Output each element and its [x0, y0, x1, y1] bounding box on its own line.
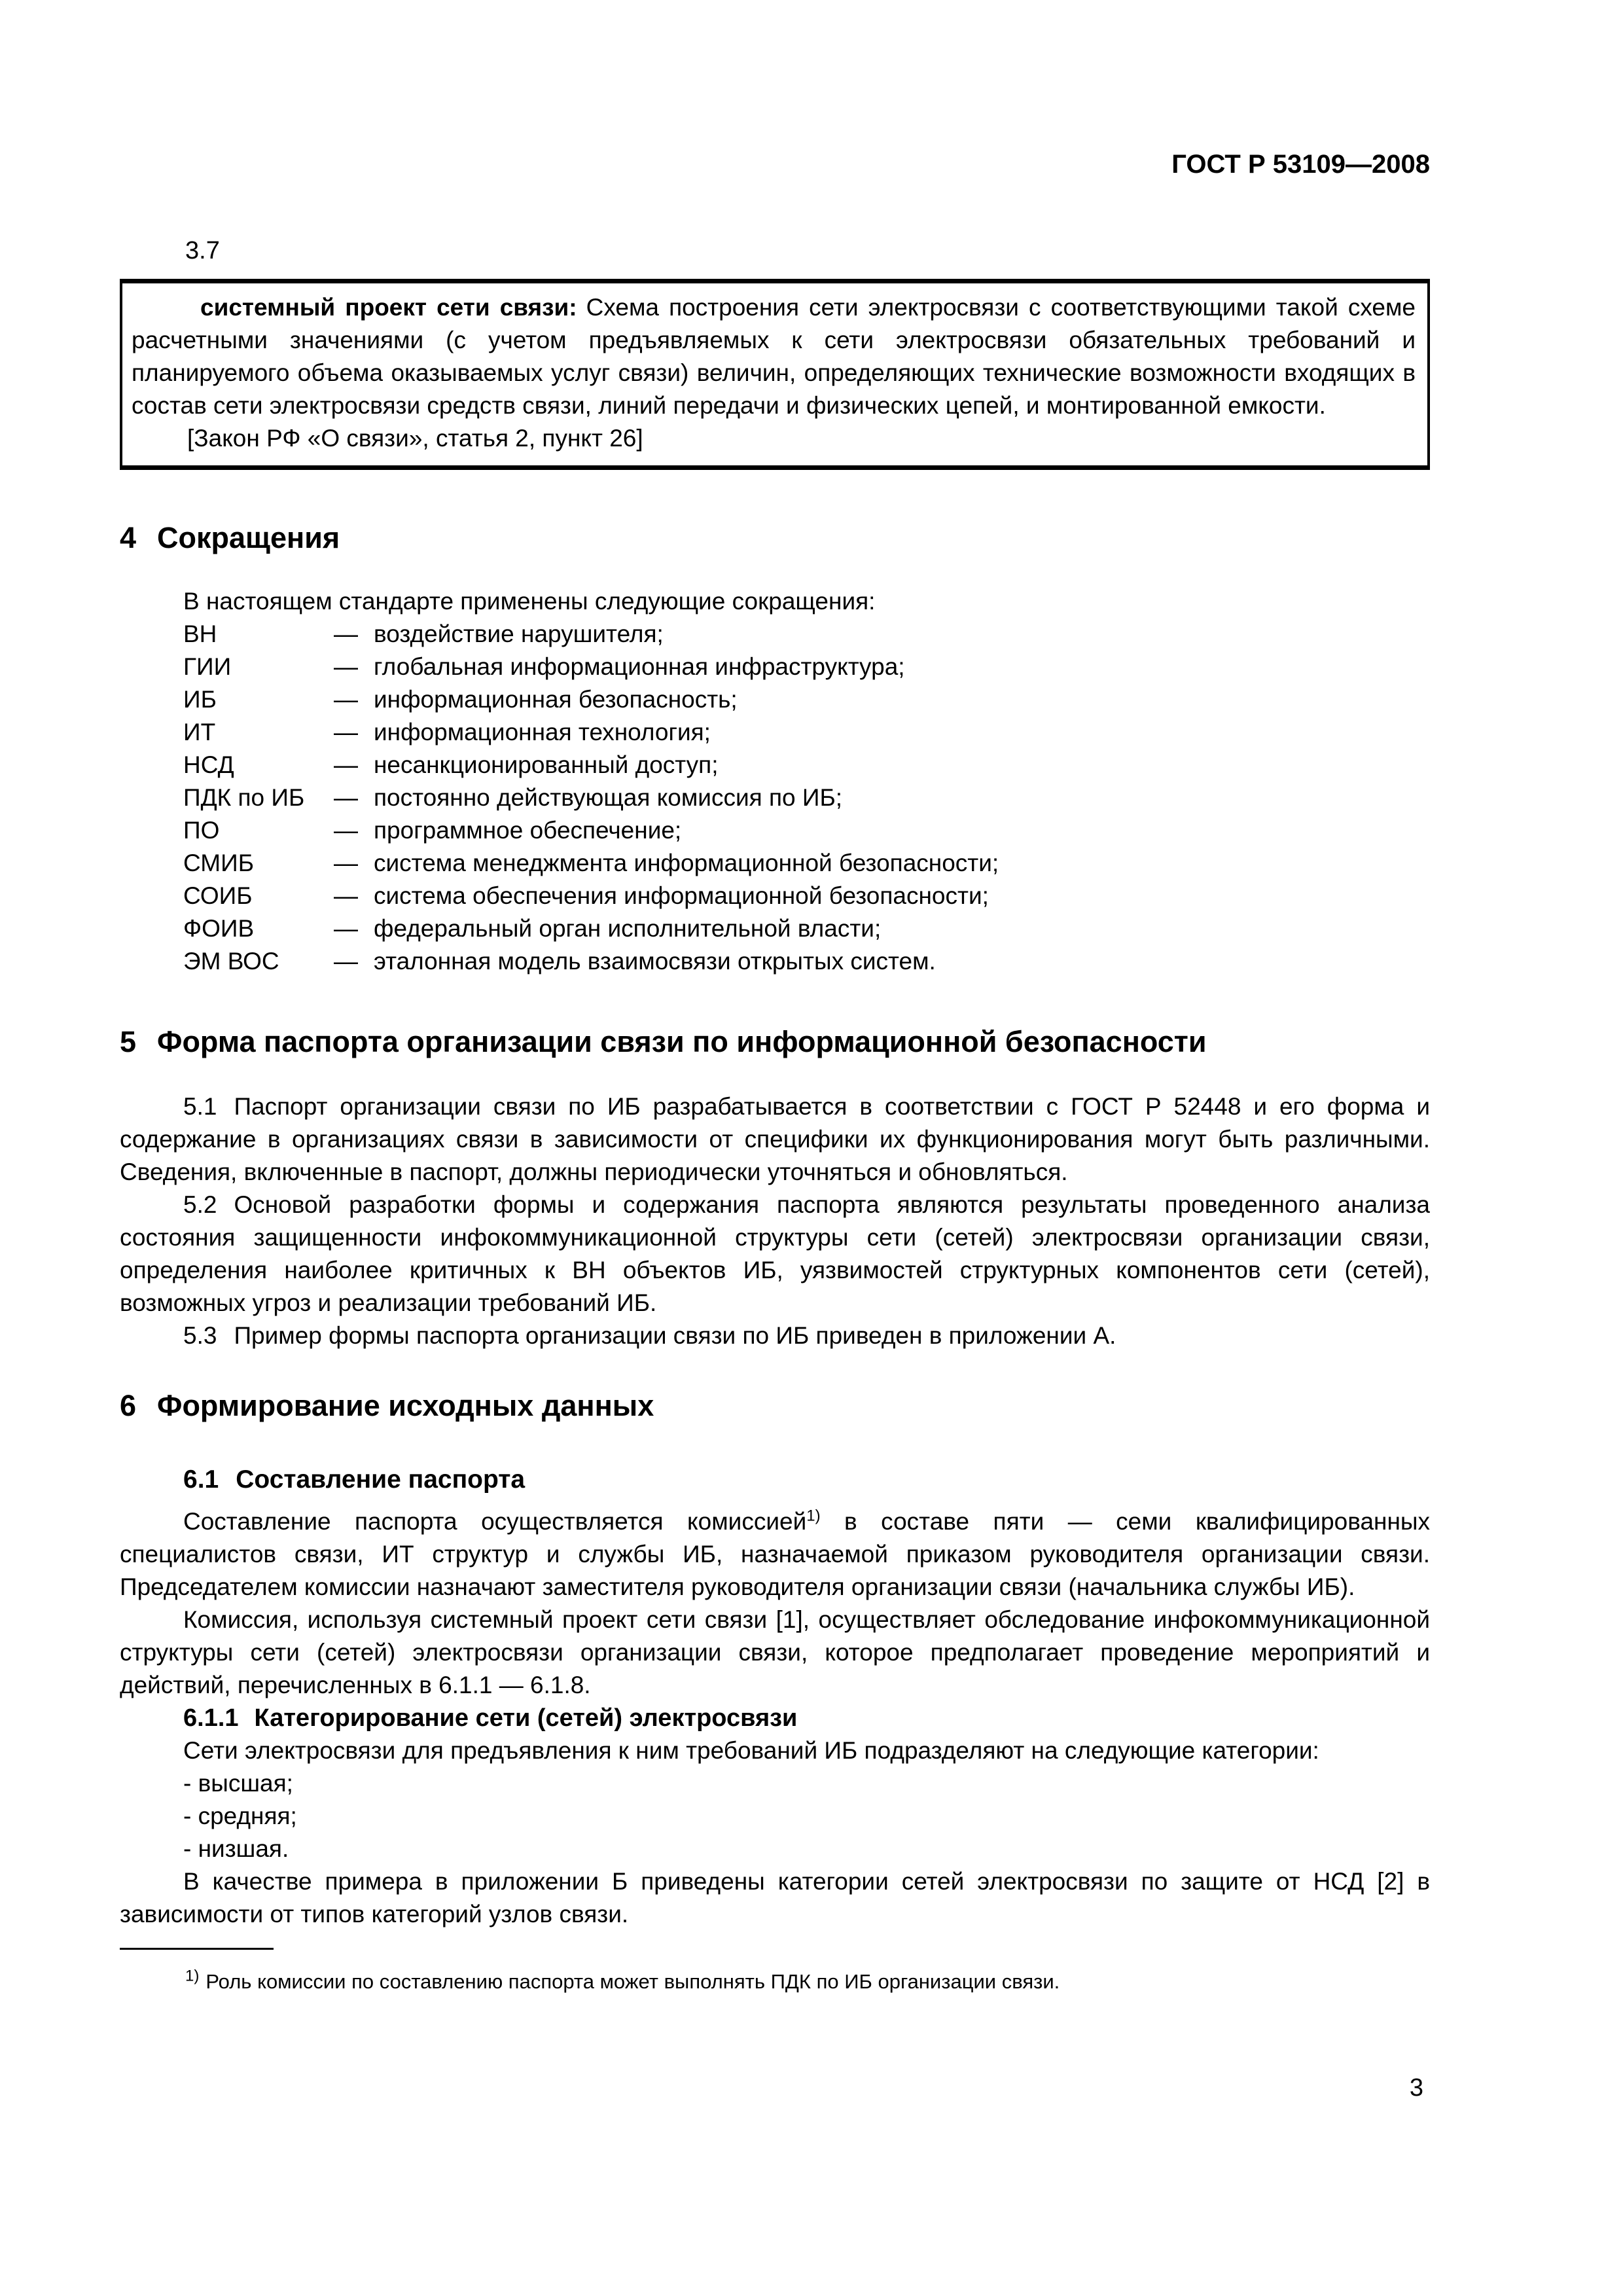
- abbr-definition: воздействие нарушителя;: [374, 620, 664, 647]
- list-item: [183, 683, 1430, 716]
- abbreviations-intro: В настоящем стандарте применены следующие сокращения:: [183, 588, 876, 615]
- section-4-number: 4: [120, 521, 137, 554]
- dash-glyph: —: [334, 850, 358, 876]
- dash-glyph: —: [334, 784, 358, 811]
- paragraph-5-3: [120, 1319, 1430, 1352]
- list-item: [183, 651, 1430, 683]
- footnote-marker: 1): [185, 1967, 200, 1985]
- abbr-term: ВН: [183, 620, 217, 647]
- abbr-term: ПО: [183, 817, 220, 844]
- abbr-definition: программное обеспечение;: [374, 817, 682, 844]
- section-6-1-1-heading: [120, 1702, 1430, 1734]
- section-5-number: 5: [120, 1025, 137, 1058]
- list-item: [183, 814, 1430, 847]
- abbr-definition: система менеджмента информационной безопасности;: [374, 850, 999, 876]
- section-6-1-title: Составление паспорта: [236, 1465, 526, 1494]
- dash-glyph: —: [334, 719, 358, 745]
- standard-code-header: ГОСТ Р 53109—2008: [1171, 150, 1430, 179]
- abbr-term: ИБ: [183, 686, 217, 713]
- list-item: [183, 749, 1430, 781]
- section-5-title: Форма паспорта организации связи по информационной безопасности: [157, 1025, 1207, 1058]
- abbr-definition: постоянно действующая комиссия по ИБ;: [374, 784, 843, 811]
- abbr-definition: информационная безопасность;: [374, 686, 738, 713]
- dash-glyph: —: [334, 882, 358, 909]
- definition-term: системный проект сети связи:: [200, 294, 577, 321]
- list-item: [183, 618, 1430, 651]
- paragraph-6-1-1-intro: Сети электросвязи для предъявления к ним требований ИБ подразделяют на следующие категории:: [183, 1737, 1319, 1764]
- list-item-category-high: - высшая;: [183, 1770, 293, 1797]
- definition-paragraph: [132, 291, 1416, 422]
- page-number: 3: [1409, 2074, 1423, 2102]
- paragraph-number: 5.3: [183, 1322, 217, 1349]
- list-item: [183, 716, 1430, 749]
- section-6-title: Формирование исходных данных: [157, 1389, 654, 1422]
- dash-glyph: —: [334, 817, 358, 844]
- definition-source: [Закон РФ «О связи», статья 2, пункт 26]: [187, 425, 643, 452]
- paragraph-text: Составление паспорта осуществляется комиссией: [183, 1508, 807, 1535]
- paragraph-number: 5.1: [183, 1093, 217, 1120]
- paragraph-6-1-commission: Комиссия, используя системный проект сети связи [1], осуществляет обследование инфокоммуникационной структуры сети (сетей) электросвязи организации связи, которое предполагает проведение мероприятий и действий, перечисленных в 6.1.1 — 6.1.8.: [120, 1606, 1430, 1698]
- section-6-1-1-number: 6.1.1: [183, 1704, 239, 1732]
- abbr-term: ГИИ: [183, 653, 232, 680]
- abbr-term: СОИБ: [183, 882, 253, 909]
- footnote-body: Роль комиссии по составлению паспорта может выполнять ПДК по ИБ организации связи.: [205, 1970, 1060, 1993]
- paragraph-text: Основой разработки формы и содержания паспорта являются результаты проведенного анализа состояния защищенности инфокоммуникационной структуры сети (сетей) электросвязи организации связи, определения наиболее критичных к ВН объектов ИБ, уязвимостей структурных компонентов сети (сетей), возможных угроз и реализации требований ИБ.: [120, 1191, 1430, 1316]
- list-item: [183, 847, 1430, 880]
- dash-glyph: —: [334, 686, 358, 713]
- paragraph-5-2: [120, 1189, 1430, 1319]
- section-5-heading: [120, 1025, 1430, 1059]
- section-6-1-heading: [120, 1463, 1430, 1496]
- section-6-1-number: 6.1: [183, 1465, 219, 1494]
- paragraph-text: Паспорт организации связи по ИБ разрабатывается в соответствии с ГОСТ Р 52448 и его форма и содержание в организациях связи в зависимости от специфики их функционирования могут быть различными. Сведения, включенные в паспорт, должны периодически уточняться и обновляться.: [120, 1093, 1430, 1185]
- list-item-category-low: - низшая.: [183, 1835, 289, 1862]
- abbr-definition: глобальная информационная инфраструктура;: [374, 653, 905, 680]
- section-4-heading: [120, 521, 1430, 555]
- abbr-term: ПДК по ИБ: [183, 784, 305, 811]
- footnote-separator: [120, 1948, 274, 1950]
- abbr-definition: система обеспечения информационной безопасности;: [374, 882, 989, 909]
- abbr-term: НСД: [183, 751, 234, 778]
- dash-glyph: —: [334, 948, 358, 975]
- abbr-term: ФОИВ: [183, 915, 255, 942]
- dash-glyph: —: [334, 653, 358, 680]
- list-item: [183, 945, 1430, 978]
- paragraph-6-1-1-example: В качестве примера в приложении Б приведены категории сетей электросвязи по защите от НСД [2] в зависимости от типов категорий узлов связи.: [120, 1868, 1430, 1928]
- abbreviations-list: [183, 618, 1430, 978]
- section-4-title: Сокращения: [157, 521, 340, 554]
- abbr-definition: несанкционированный доступ;: [374, 751, 719, 778]
- list-item: [183, 880, 1430, 912]
- list-item: [183, 912, 1430, 945]
- abbr-definition: федеральный орган исполнительной власти;: [374, 915, 882, 942]
- dash-glyph: —: [334, 620, 358, 647]
- definition-body: Схема построения сети электросвязи с соответствующими такой схеме расчетными значениями (с учетом предъявляемых к сети электросвязи обязательных требований и планируемого объема оказываемых услуг связи) величин, определяющих технические возможности входящих в состав сети электросвязи средств связи, линий передачи и физических цепей, и монтированной емкости.: [132, 294, 1416, 419]
- abbr-term: ИТ: [183, 719, 216, 745]
- paragraph-6-1-composition: [120, 1505, 1430, 1604]
- paragraph-text: Пример формы паспорта организации связи по ИБ приведен в приложении А.: [234, 1322, 1116, 1349]
- list-item-category-medium: - средняя;: [183, 1803, 297, 1829]
- footnote: [120, 1968, 1430, 1996]
- abbr-definition: информационная технология;: [374, 719, 711, 745]
- abbr-term: ЭМ ВОС: [183, 948, 279, 975]
- clause-ref: 3.7: [185, 237, 220, 264]
- list-item: [183, 781, 1430, 814]
- definition-box: [120, 279, 1430, 470]
- dash-glyph: —: [334, 751, 358, 778]
- paragraph-5-1: [120, 1090, 1430, 1189]
- footnote-marker: 1): [806, 1507, 821, 1525]
- section-6-heading: [120, 1389, 1430, 1423]
- abbr-term: СМИБ: [183, 850, 255, 876]
- paragraph-number: 5.2: [183, 1191, 217, 1218]
- section-6-number: 6: [120, 1389, 137, 1422]
- section-6-1-1-title: Категорирование сети (сетей) электросвязи: [254, 1704, 798, 1732]
- paragraph-text: в составе пяти — семи квалифицированных специалистов связи, ИТ структур и службы ИБ, назначаемой приказом руководителя организации связи. Председателем комиссии назначают заместителя руководителя организации связи (начальника службы ИБ).: [120, 1508, 1430, 1600]
- dash-glyph: —: [334, 915, 358, 942]
- abbr-definition: эталонная модель взаимосвязи открытых систем.: [374, 948, 936, 975]
